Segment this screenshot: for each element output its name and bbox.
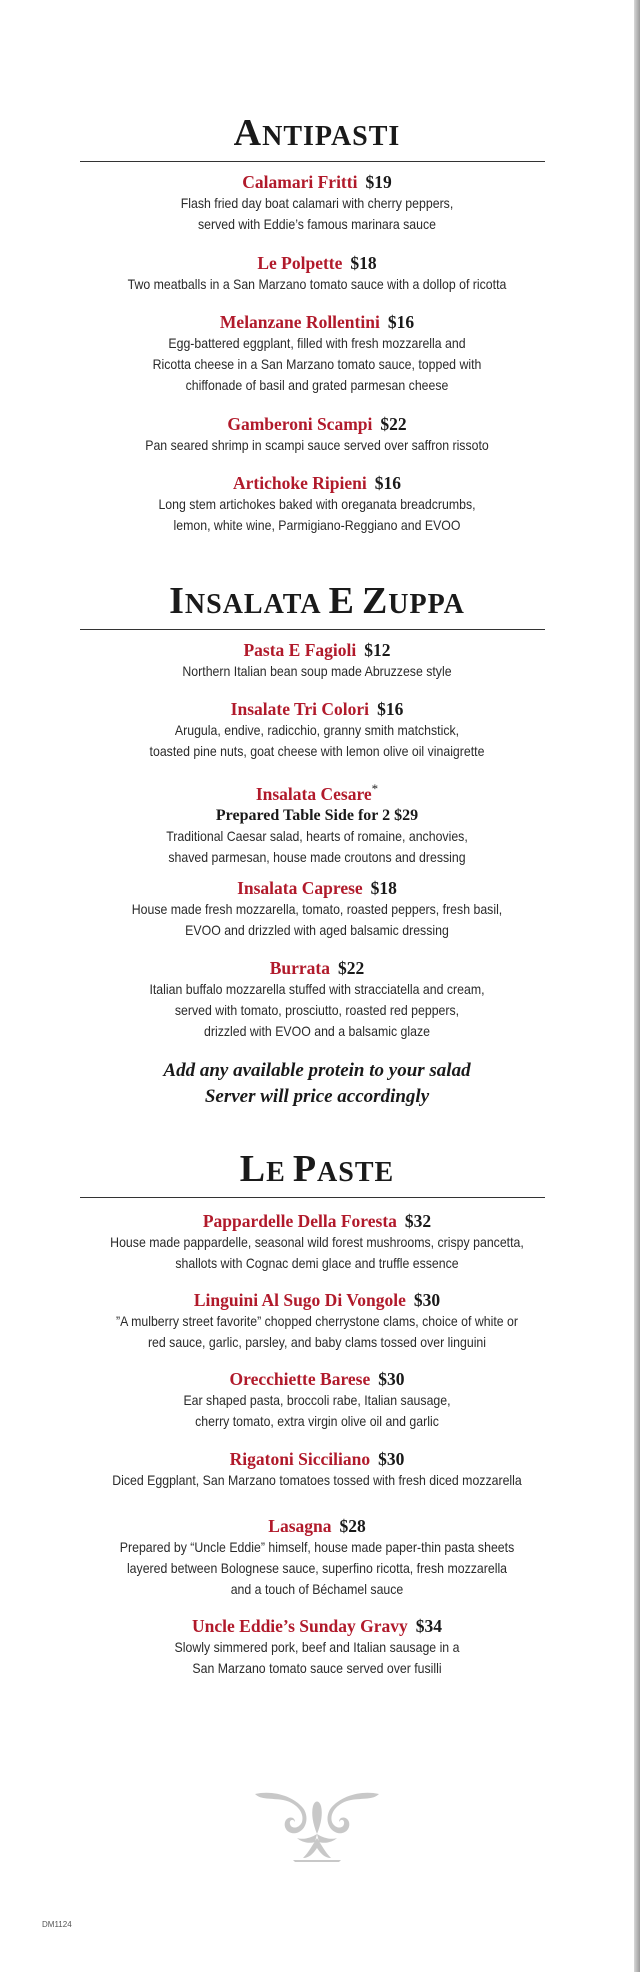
item-name: Insalate Tri Colori	[230, 699, 370, 719]
item-description: Prepared by “Uncle Eddie” himself, house made paper-thin pasta sheets	[119, 1539, 515, 1555]
item-description: Ear shaped pasta, broccoli rabe, Italian sausage,	[183, 1392, 451, 1408]
item-price: $18	[350, 253, 377, 273]
section-title-insalata-e-zuppa: INSALATA E ZUPPA	[169, 580, 465, 622]
item-name: Linguini Al Sugo Di Vongole	[193, 1290, 406, 1310]
item-price: $30	[378, 1369, 405, 1389]
salad-protein-note	[0, 1058, 634, 1110]
item-price: $22	[338, 958, 365, 978]
item-description: ”A mulberry street favorite” chopped cherrystone clams, choice of white or	[116, 1313, 518, 1329]
item-description: Italian buffalo mozzarella stuffed with stracciatella and cream,	[149, 981, 485, 997]
item-name: Pappardelle Della Foresta	[202, 1211, 397, 1231]
section-le-paste	[0, 1148, 634, 1198]
item-description: Slowly simmered pork, beef and Italian sausage in a	[174, 1639, 460, 1655]
item-description: shaved parmesan, house made croutons and dressing	[168, 848, 466, 865]
item-price: $19	[365, 172, 392, 192]
item-name: Orecchiette Barese	[229, 1369, 371, 1389]
item-price: $32	[404, 1211, 432, 1231]
item-description: and a touch of Béchamel sauce	[230, 1581, 404, 1597]
item-description: Diced Eggplant, San Marzano tomatoes tossed with fresh diced mozzarella	[112, 1472, 522, 1488]
menu-item	[0, 1448, 634, 1491]
note-line: Server will price accordingly	[204, 1086, 430, 1107]
menu-item	[0, 413, 634, 456]
footer-code: DM1124	[42, 1920, 72, 1929]
menu-item	[0, 778, 634, 868]
item-name: Insalata Caprese	[237, 878, 363, 898]
item-name: Rigatoni Sicciliano	[229, 1449, 371, 1469]
item-name: Pasta E Fagioli	[243, 640, 357, 660]
item-description: Northern Italian bean soup made Abruzzese style	[182, 663, 452, 679]
fleur-scroll-ornament-icon	[253, 1786, 381, 1862]
item-description: Ricotta cheese in a San Marzano tomato sauce, topped with	[152, 356, 482, 372]
item-description: lemon, white wine, Parmigiano-Reggiano and EVOO	[173, 517, 461, 533]
item-price: $22	[380, 414, 407, 434]
section-insalata-e-zuppa	[0, 580, 634, 630]
item-name: Uncle Eddie’s Sunday Gravy	[192, 1616, 408, 1636]
note-line: Add any available protein to your salad	[163, 1060, 471, 1081]
item-description: toasted pine nuts, goat cheese with lemon olive oil vinaigrette	[149, 743, 485, 759]
section-divider	[80, 161, 545, 162]
item-description: cherry tomato, extra virgin olive oil and garlic	[195, 1413, 439, 1429]
menu-item	[0, 1615, 634, 1679]
item-description: Two meatballs in a San Marzano tomato sauce with a dollop of ricotta	[127, 276, 507, 292]
item-description: layered between Bolognese sauce, superfino ricotta, fresh mozzarella	[126, 1560, 508, 1576]
menu-item	[0, 877, 634, 941]
item-description: Traditional Caesar salad, hearts of romaine, anchovies,	[166, 827, 468, 844]
menu-item	[0, 1289, 634, 1353]
item-description: San Marzano tomato sauce served over fusilli	[192, 1660, 442, 1676]
item-name: Artichoke Ripieni	[233, 473, 367, 493]
item-price: $30	[413, 1290, 441, 1310]
item-price: $30	[378, 1449, 405, 1469]
menu-item	[0, 252, 634, 295]
page-edge-shadow	[634, 0, 640, 1972]
item-name: Burrata	[269, 958, 331, 978]
menu-item	[0, 698, 634, 762]
menu-item	[0, 472, 634, 536]
item-price: $34	[415, 1616, 442, 1636]
item-description: Long stem artichokes baked with oreganata breadcrumbs,	[158, 496, 476, 512]
item-description: House made pappardelle, seasonal wild forest mushrooms, crispy pancetta,	[110, 1234, 524, 1250]
item-name: Melanzane Rollentini	[219, 312, 380, 332]
item-description: chiffonade of basil and grated parmesan cheese	[185, 377, 449, 393]
item-description: House made fresh mozzarella, tomato, roasted peppers, fresh basil,	[131, 901, 503, 917]
item-description: red sauce, garlic, parsley, and baby clams tossed over linguini	[147, 1334, 487, 1350]
item-description: Pan seared shrimp in scampi sauce served over saffron rissoto	[145, 437, 489, 453]
item-name: Le Polpette	[257, 253, 343, 273]
item-description: Arugula, endive, radicchio, granny smith matchstick,	[174, 722, 460, 738]
item-name: Lasagna	[268, 1516, 332, 1536]
item-name: Insalata Cesare	[255, 783, 372, 804]
menu-item	[0, 1210, 634, 1274]
menu-item	[0, 1515, 634, 1600]
section-divider	[80, 629, 545, 630]
section-title-le-paste: LE PASTE	[239, 1148, 395, 1190]
menu-item	[0, 311, 634, 396]
item-description: drizzled with EVOO and a balsamic glaze	[204, 1023, 430, 1039]
menu-item	[0, 957, 634, 1042]
item-name: Calamari Fritti	[242, 172, 358, 192]
item-name: Gamberoni Scampi	[227, 414, 373, 434]
item-price: $16	[377, 699, 404, 719]
section-antipasti	[0, 112, 634, 162]
item-description: shallots with Cognac demi glace and truffle essence	[175, 1255, 459, 1271]
item-price: $16	[374, 473, 401, 493]
item-description: Flash fried day boat calamari with cherry peppers,	[180, 195, 454, 211]
menu-item	[0, 639, 634, 682]
item-price: $18	[370, 878, 397, 898]
item-subtitle: Prepared Table Side for 2 $29	[215, 806, 419, 824]
menu-item	[0, 1368, 634, 1432]
menu-item	[0, 171, 634, 235]
item-price: $28	[339, 1516, 366, 1536]
item-asterisk: *	[371, 781, 379, 796]
section-title-antipasti: ANTIPASTI	[233, 112, 401, 154]
item-description: served with Eddie’s famous marinara sauce	[197, 216, 437, 232]
item-price: $16	[387, 312, 415, 332]
item-price: $12	[364, 640, 391, 660]
item-description: EVOO and drizzled with aged balsamic dressing	[185, 922, 449, 938]
section-divider	[80, 1197, 545, 1198]
item-description: served with tomato, prosciutto, roasted red peppers,	[174, 1002, 460, 1018]
item-description: Egg-battered eggplant, filled with fresh mozzarella and	[168, 335, 466, 351]
